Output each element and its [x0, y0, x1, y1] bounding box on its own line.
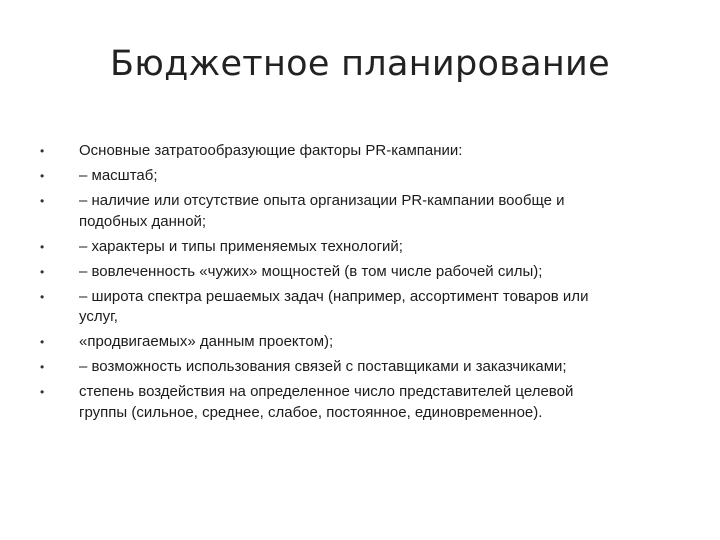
list-item-text: – характеры и типы применяемых технологий; [79, 237, 403, 255]
list-item-text: степень воздействия на определенное число представителей целевой группы (сильное, среднее, слабое, постоянное, единовременное). [79, 383, 574, 421]
bullet-icon: • [40, 169, 45, 183]
bullet-list [40, 141, 680, 428]
bullet-icon: • [40, 335, 45, 349]
list-item [40, 237, 680, 258]
slide-title: Бюджетное планирование [110, 44, 610, 84]
bullet-icon: • [40, 144, 45, 158]
list-item-text: – возможность использования связей с поставщиками и заказчиками; [79, 358, 567, 375]
list-item-text: «продвигаемых» данным проектом); [79, 333, 334, 350]
list-item [40, 166, 680, 187]
bullet-icon: • [40, 239, 45, 254]
list-item-text: – вовлеченность «чужих» мощностей (в том числе рабочей силы); [79, 262, 543, 280]
bullet-icon: • [40, 360, 45, 374]
list-item [40, 141, 680, 162]
bullet-icon: • [40, 289, 45, 304]
bullet-icon: • [40, 264, 45, 279]
list-item-text: – широта спектра решаемых задач (например, ассортимент товаров или услуг, [79, 287, 589, 325]
list-item [40, 357, 680, 378]
list-item [40, 332, 680, 353]
list-item-text: – масштаб; [79, 167, 158, 184]
list-item [40, 191, 680, 232]
list-item-text: Основные затратообразующие факторы PR-кампании: [79, 142, 463, 159]
list-item [40, 262, 680, 283]
bullet-icon: • [40, 385, 45, 399]
list-item [40, 287, 680, 328]
list-item-text: – наличие или отсутствие опыта организации PR-кампании вообще и подобных данной; [79, 192, 565, 230]
bullet-icon: • [40, 194, 45, 208]
list-item [40, 382, 680, 423]
